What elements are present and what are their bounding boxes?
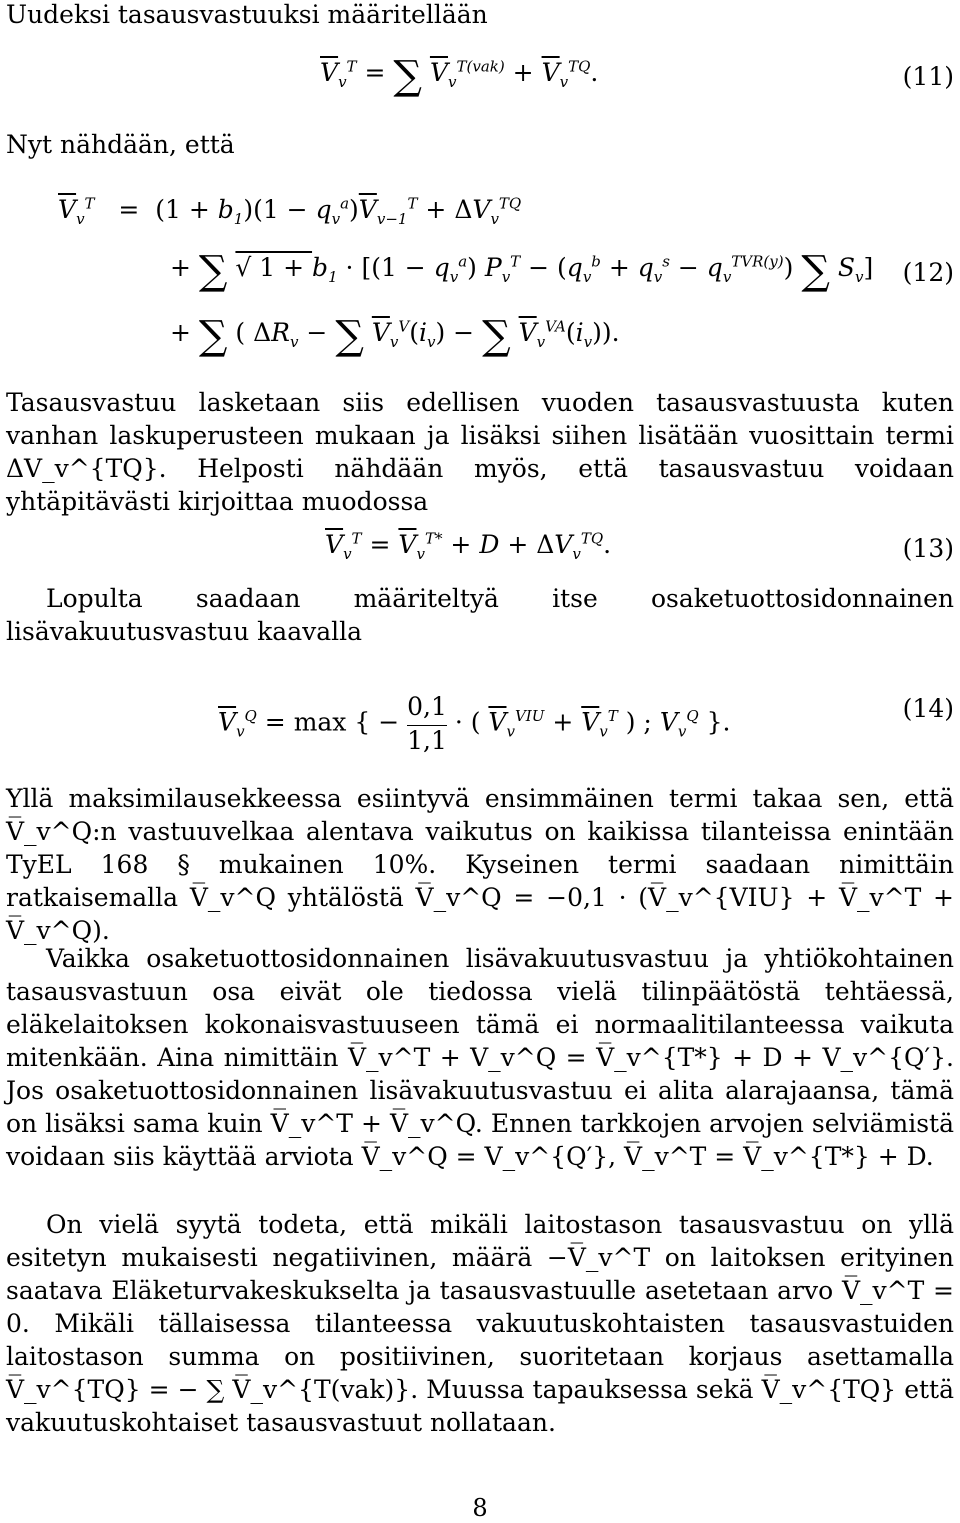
paragraph-2: Lopulta saadaan määriteltyä itse osaketuottosidonnainen lisävakuutusvastuu kaavalla [6,584,954,646]
paragraph-5: On vielä syytä todeta, että mikäli laitostason tasausvastuu on yllä esitetyn mukaisesti negatiivinen, määrä −V̅_v^T on laitoksen erityinen saatava Eläketurvakeskukselta ja tasausvastuulle asetetaan arvo V̅_v^T = 0. Mikäli tällaisessa tilanteessa vakuutuskohtaisten tasausvastuiden laitostason summa on positiivinen, suoritetaan korjaus asettamalla V̅_v^{TQ} = − ∑ V̅_v^{T(vak)}. Muussa tapauksessa sekä V̅_v^{TQ} että vakuutuskohtaiset tasausvastuut nollataan. [6,1210,954,1437]
paragraph-3: Yllä maksimilausekkeessa esiintyvä ensimmäinen termi takaa sen, että V̅_v^Q:n vastuuvelkaa alentava vaikutus on kaikissa tilanteissa enintään TyEL 168 § mukainen 10%. Kyseinen termi saadaan nimittäin ratkaisemalla V̅_v^Q yhtälöstä V̅_v^Q = −0,1 · (V̅_v^{VIU} + V̅_v^T + V̅_v^Q). [6,784,954,945]
page-number: 8 [472,1494,488,1522]
intro-text: Uudeksi tasausvastuuksi määritellään [6,0,488,29]
paragraph-1: Tasausvastuu lasketaan siis edellisen vuoden tasausvastuusta kuten vanhan laskuperusteen mukaan ja lisäksi siihen lisätään vuosittain termi ΔV_v^{TQ}. Helposti nähdään myös, että tasausvastuu voidaan yhtäpitävästi kirjoittaa muodossa [6,388,954,516]
equation-14: $\overline{V}_v^Q = \max$ { − 0,1 1,1 · ( $\overline{V}_v^{VIU} + \overline{V}_v^T$ ) ; $V_v^Q$ }. [218,692,731,755]
equation-13: $\overline{V}_v^T = \overline{V}_v^{T*} + D + \Delta V_v^{TQ}$. [325,529,612,563]
equation-number-13: (13) [902,534,954,563]
equation-number-14: (14) [902,694,954,723]
equation-11: $\overline{V}_v^T$ = ∑ $\overline{V}_v^{T(vak)} + \overline{V}_v^{TQ}$. [320,53,599,99]
lead-text-12: Nyt nähdään, että [6,130,235,159]
equation-number-11: (11) [902,62,954,91]
equation-12-line-2: + ∑ √ $1 + b_1 \cdot [(1 - q_v^a) P_v^T - (q_v^b + q_v^s - q_v^{TVR(y)})$ ∑ $S_v$] [170,248,874,294]
paragraph-4: Vaikka osaketuottosidonnainen lisävakuutusvastuu ja yhtiökohtainen tasausvastuun osa eivät ole tiedossa vielä tilinpäätöstä tehtäessä, eläkelaitoksen kokonaisvastuuseen tämä ei normaalitilanteessa vaikuta mitenkään. Aina nimittäin V̅_v^T + V_v^Q = V̅_v^{T*} + D + V_v^{Q′}. Jos osaketuottosidonnainen lisävakuutusvastuu ei alita alarajaansa, tämä on lisäksi sama kuin V̅_v^T + V̅_v^Q. Ennen tarkkojen arvojen selviämistä voidaan siis käyttää arviota V̅_v^Q = V_v^{Q′}, V̅_v^T = V̅_v^{T*} + D. [6,944,954,1171]
equation-number-12: (12) [902,258,954,287]
equation-12-line-1: $\overline{V}_v^T = (1 + b_1)(1 - q_v^a)\overline{V}_{v-1}^T + \Delta V_v^{TQ}$ [58,194,522,228]
equation-12-line-3: + ∑ ( $\Delta R_v$ − ∑ $\overline{V}_v^V(i_v)$ − ∑ $\overline{V}_v^{VA}(i_v)$). [170,313,620,359]
